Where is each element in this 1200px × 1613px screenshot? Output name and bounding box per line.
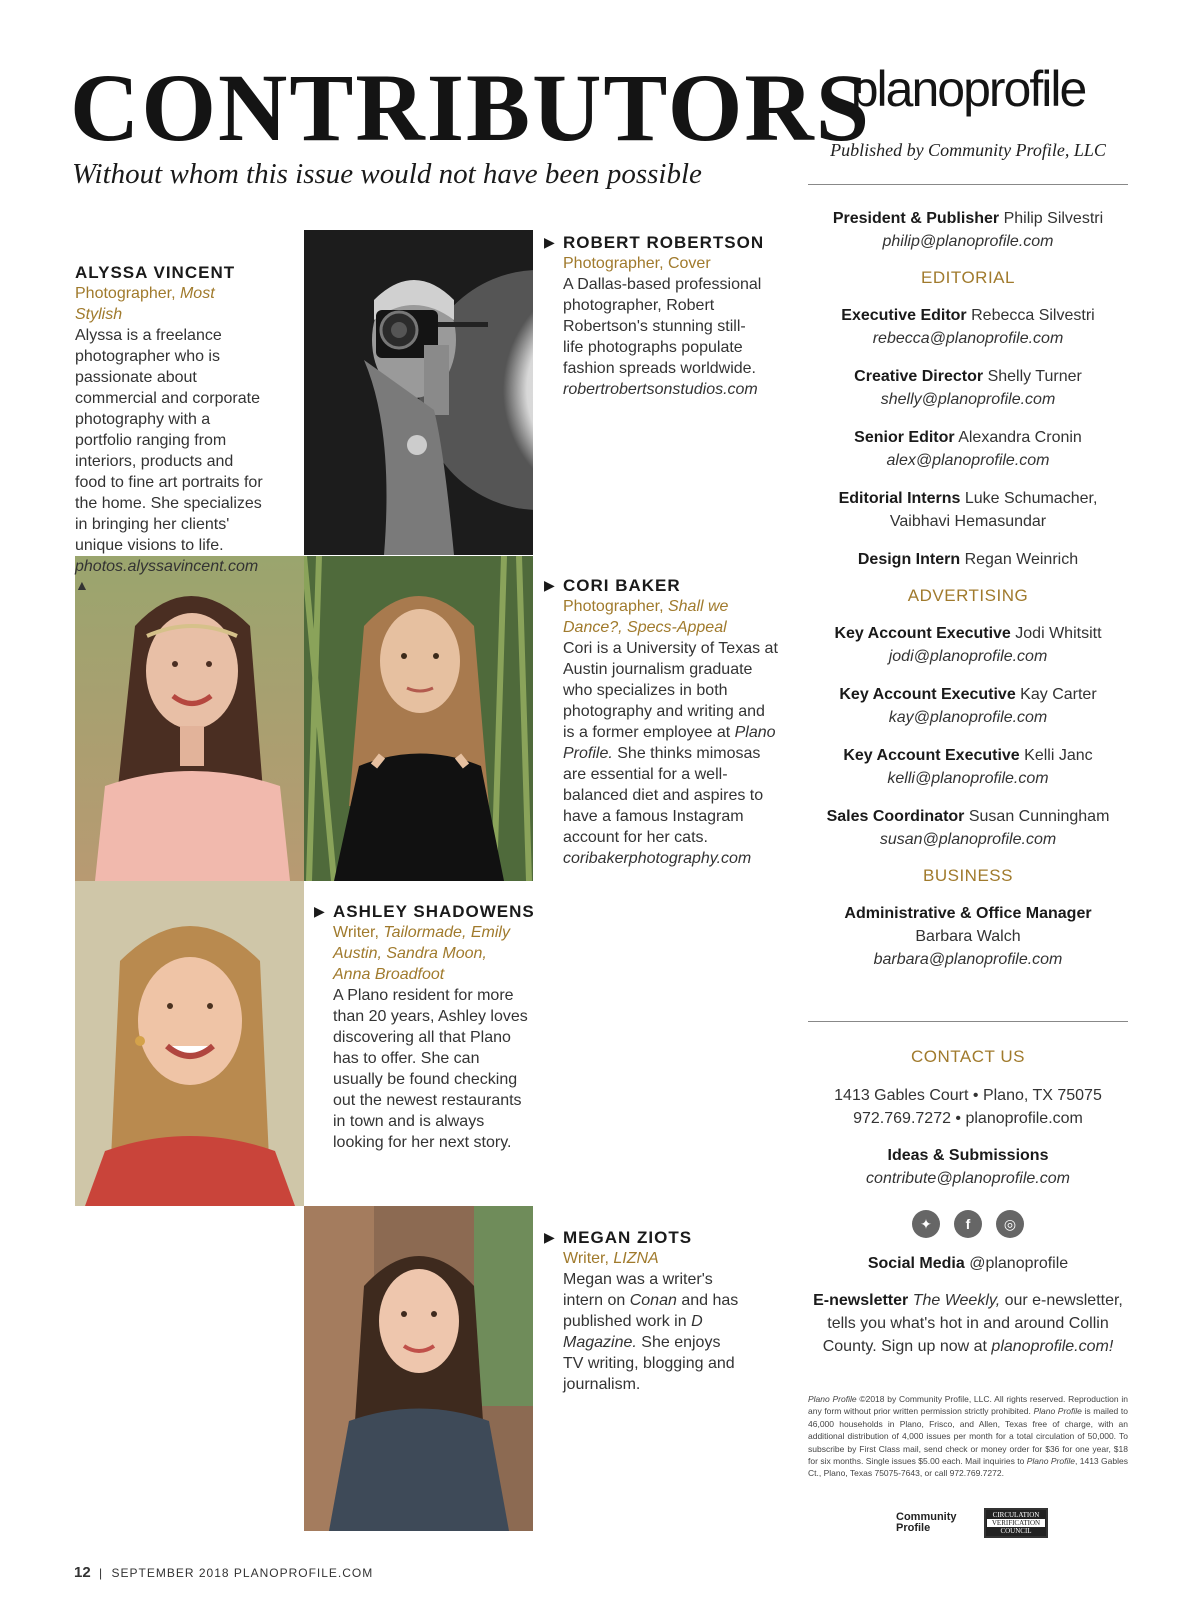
contributor-name: ▶ ASHLEY SHADOWENS bbox=[314, 902, 535, 921]
facebook-icon[interactable]: f bbox=[954, 1210, 982, 1238]
page-number: 12 bbox=[74, 1564, 91, 1581]
email-link[interactable]: susan@planoprofile.com bbox=[879, 831, 1057, 848]
contributor-robert-robertson bbox=[544, 232, 765, 400]
contributor-alyssa-vincent bbox=[75, 262, 265, 593]
divider bbox=[808, 1021, 1128, 1022]
publisher-line: Published by Community Profile, LLC bbox=[830, 140, 1106, 160]
staff-office-manager: Administrative & Office Manager Barbara Walch barbara@planoprofile.com bbox=[844, 905, 1092, 968]
email-link[interactable]: kay@planoprofile.com bbox=[888, 709, 1048, 726]
email-link[interactable]: contribute@planoprofile.com bbox=[866, 1170, 1070, 1187]
page-footer: 12 | SEPTEMBER 2018 PLANOPROFILE.COM bbox=[74, 1564, 374, 1581]
section-heading-contact: CONTACT US bbox=[911, 1047, 1025, 1066]
social-media: Social Media @planoprofile bbox=[867, 1255, 1069, 1272]
staff-president: President & Publisher Philip Silvestri philip@planoprofile.com bbox=[832, 210, 1104, 250]
circulation-verification-council-logo: CIRCULATION VERIFICATION COUNCIL bbox=[984, 1508, 1048, 1538]
email-link[interactable]: jodi@planoprofile.com bbox=[888, 648, 1048, 665]
pointer-left-icon: ▶ bbox=[544, 234, 556, 250]
staff-design-intern: Design Intern Regan Weinrich bbox=[857, 551, 1079, 568]
issue-date: SEPTEMBER 2018 bbox=[111, 1566, 230, 1580]
cori-baker-photo bbox=[304, 556, 533, 881]
pointer-left-icon: ▶ bbox=[544, 577, 556, 593]
pointer-left-icon: ▶ bbox=[314, 903, 326, 919]
staff-creative-director: Creative Director Shelly Turner shelly@planoprofile.com bbox=[854, 368, 1082, 408]
staff-executive-editor: Executive Editor Rebecca Silvestri rebecca@planoprofile.com bbox=[841, 307, 1095, 347]
contributor-website-link[interactable]: coribakerphotography.com bbox=[563, 850, 752, 867]
contributor-name: ALYSSA VINCENT bbox=[75, 263, 236, 282]
enewsletter: E-newsletter The Weekly, our e-newsletter, tells you what's hot in and around Collin County. Sign up now at planoprofile.com! bbox=[813, 1292, 1123, 1355]
email-link[interactable]: alex@planoprofile.com bbox=[886, 452, 1050, 469]
staff-key-account-executive: Key Account Executive Kelli Janc kelli@planoprofile.com bbox=[843, 747, 1093, 787]
contributor-cori-baker bbox=[544, 575, 778, 869]
staff-senior-editor: Senior Editor Alexandra Cronin alex@planoprofile.com bbox=[854, 429, 1082, 469]
contributor-role: Writer, Tailormade, Emily Austin, Sandra Moon, Anna Broadfoot bbox=[333, 924, 510, 983]
email-link[interactable]: barbara@planoprofile.com bbox=[873, 951, 1063, 968]
section-heading-editorial: EDITORIAL bbox=[921, 268, 1015, 287]
contributor-name: ▶ MEGAN ZIOTS bbox=[544, 1228, 693, 1247]
staff-key-account-executive: Key Account Executive Kay Carter kay@planoprofile.com bbox=[839, 686, 1097, 726]
contributor-website-link[interactable]: robertrobertsonstudios.com bbox=[563, 381, 758, 398]
contributor-bio: A Dallas-based professional photographer, Robert Robertson's stunning still-life photographs populate fashion spreads worldwide. bbox=[563, 276, 762, 377]
twitter-icon[interactable]: ✦ bbox=[912, 1210, 940, 1238]
contributor-bio: A Plano resident for more than 20 years, Ashley loves discovering all that Plano has to offer. She can usually be found checking out the newest restaurants in town and is always looking for her next story. bbox=[333, 987, 528, 1151]
staff-list bbox=[808, 207, 1128, 986]
section-heading-advertising: ADVERTISING bbox=[907, 586, 1029, 605]
footer-site: PLANOPROFILE.COM bbox=[233, 1566, 374, 1580]
divider bbox=[808, 184, 1128, 185]
contributor-name: ▶ ROBERT ROBERTSON bbox=[544, 233, 765, 252]
contributor-website-link[interactable]: photos.alyssavincent.com bbox=[75, 558, 259, 575]
contributor-role: Photographer, Shall we Dance?, Specs-Appeal bbox=[563, 598, 729, 636]
staff-editorial-interns: Editorial Interns Luke Schumacher, Vaibhavi Hemasundar bbox=[838, 490, 1098, 530]
contact-phone-web: 972.769.7272 • planoprofile.com bbox=[853, 1110, 1083, 1127]
alyssa-vincent-photo bbox=[75, 556, 304, 881]
contributor-name: ▶ CORI BAKER bbox=[544, 576, 681, 595]
section-heading-business: BUSINESS bbox=[923, 866, 1013, 885]
robert-robertson-photo bbox=[304, 230, 533, 555]
page-title: CONTRIBUTORS bbox=[70, 54, 872, 161]
pointer-left-icon: ▶ bbox=[544, 1229, 556, 1245]
planoprofile-logo: planoprofile bbox=[850, 61, 1086, 117]
contributor-bio: Cori is a University of Texas at Austin journalism graduate who specializes in both photography and writing and is a former employee at Plano Profile. She thinks mimosas are essential for a well-balanced diet and aspires to have a famous Instagram account for her cats. bbox=[563, 640, 778, 846]
copyright-fineprint: Plano Profile ©2018 by Community Profile, LLC. All rights reserved. Reproduction in any form without prior written permission strictly prohibited. Plano Profile is mailed to 46,000 households in Plano, Frisco, and Allen, Texas free of charge, with an additional distribution of 4,000 issues per month for a total circulation of 50,000. To subscribe by First Class mail, send check or money order for $36 for one year, $18 for six months. Single issues $5.00 each. Mail inquiries to Plano Profile, 1413 Gables Ct., Plano, Texas 75075-7643, or call 972.769.7272. bbox=[808, 1394, 1128, 1479]
ideas-submissions: Ideas & Submissions contribute@planoprofile.com bbox=[866, 1147, 1070, 1187]
page-subtitle: Without whom this issue would not have been possible bbox=[72, 158, 702, 190]
contributor-bio: Megan was a writer's intern on Conan and has published work in D Magazine. She enjoys TV writing, blogging and journalism. bbox=[563, 1271, 739, 1393]
contact-address: 1413 Gables Court • Plano, TX 75075 bbox=[834, 1087, 1102, 1104]
community-profile-logo: Community Profile bbox=[896, 1511, 957, 1534]
pointer-up-icon: ▲ bbox=[75, 577, 89, 593]
social-icons bbox=[808, 1210, 1128, 1238]
contributor-megan-ziots bbox=[544, 1227, 743, 1395]
contributor-role: Photographer, Cover bbox=[563, 255, 711, 272]
staff-sales-coordinator: Sales Coordinator Susan Cunningham susan@planoprofile.com bbox=[826, 808, 1110, 848]
staff-key-account-executive: Key Account Executive Jodi Whitsitt jodi@planoprofile.com bbox=[834, 625, 1102, 665]
contact-section bbox=[808, 1043, 1128, 1358]
enewsletter-link[interactable]: planoprofile.com! bbox=[991, 1338, 1114, 1355]
masthead-header bbox=[808, 61, 1128, 161]
email-link[interactable]: kelli@planoprofile.com bbox=[887, 770, 1049, 787]
contributor-bio: Alyssa is a freelance photographer who is passionate about commercial and corporate photography with a portfolio ranging from interiors, products and food to fine art portraits for the home. She specializes in bringing her clients' unique visions to life. bbox=[75, 327, 263, 554]
email-link[interactable]: philip@planoprofile.com bbox=[882, 233, 1054, 250]
email-link[interactable]: shelly@planoprofile.com bbox=[880, 391, 1056, 408]
contributor-ashley-shadowens bbox=[314, 901, 535, 1153]
megan-ziots-photo bbox=[304, 1206, 533, 1531]
contributor-role: Writer, LIZNA bbox=[563, 1250, 659, 1267]
email-link[interactable]: rebecca@planoprofile.com bbox=[872, 330, 1064, 347]
contributor-role: Photographer, Most Stylish bbox=[75, 285, 215, 323]
ashley-shadowens-photo bbox=[75, 881, 304, 1206]
instagram-icon[interactable]: ◎ bbox=[996, 1210, 1024, 1238]
